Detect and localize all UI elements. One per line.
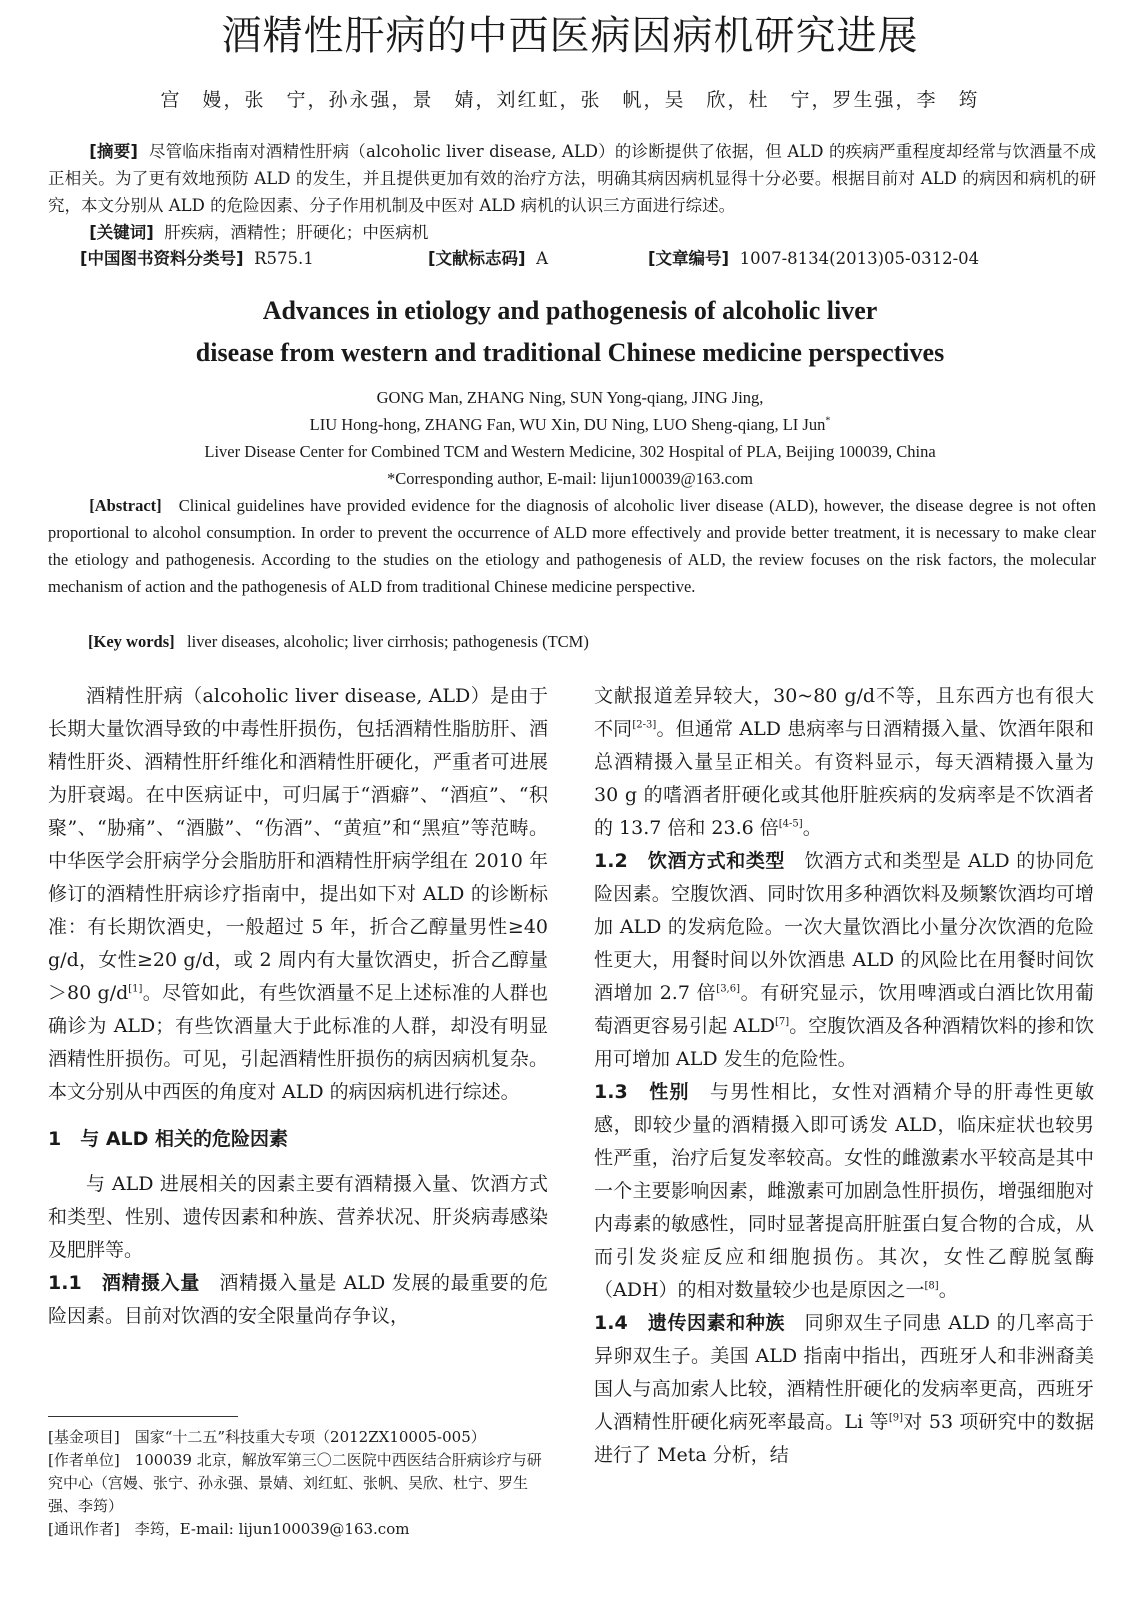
subsection-1-1 — [48, 1267, 548, 1333]
english-title-line-1: Advances in etiology and pathogenesis of alcoholic liver — [262, 296, 878, 325]
body-column-right — [594, 680, 1094, 1472]
doc-code-label: [文献标志码] — [428, 249, 526, 268]
corresponding-author: *Corresponding author, E-mail: lijun100039@163.com — [386, 469, 754, 488]
english-authors-block — [0, 384, 1140, 492]
citation: [7] — [775, 1016, 790, 1028]
article-number-label: [文章编号] — [648, 249, 730, 268]
chinese-abstract — [48, 138, 1096, 246]
english-title-line-2: disease from western and traditional Chinese medicine perspectives — [195, 338, 945, 367]
continued-text-a: 文献报道差异较大，30~80 g/d不等，且东西方也有很大不同 — [594, 685, 1094, 740]
section-1-text: 与 ALD 进展相关的因素主要有酒精摄入量、饮酒方式和类型、性别、遗传因素和种族、营养状况、肝炎病毒感染及肥胖等。 — [48, 1173, 548, 1261]
citation: [8] — [924, 1280, 939, 1292]
subsection-1-2-text-c: 。空腹饮酒及各种酒精饮料的掺和饮用可增加 ALD 发生的危险性。 — [594, 1015, 1094, 1070]
subsection-1-4 — [594, 1307, 1094, 1472]
citation: [4-5] — [778, 818, 803, 830]
subsection-1-4-heading: 1.4 遗传因素和种族 — [594, 1312, 786, 1334]
subsection-1-3-text-a: 与男性相比，女性对酒精介导的肝毒性更敏感，即较少量的酒精摄入即可诱发 ALD，临床症状也较男性严重，治疗后复发率较高。女性的雌激素水平较高是其中一个主要影响因素，雌激素可加剧急性肝损伤，增强细胞对内毒素的敏感性，同时显著提高肝脏蛋白复合物的合成，从而引发炎症反应和细胞损伤。其次，女性乙醇脱氢酶（ADH）的相对数量较少也是原因之一 — [594, 1081, 1094, 1301]
abstract-text: 尽管临床指南对酒精性肝病（alcoholic liver disease, ALD）的诊断提供了依据，但 ALD 的疾病严重程度却经常与饮酒量不成正相关。为了更有效地预防 ALD 的发生，并且提供更加有效的治疗方法，明确其病因病机显得十分必要。根据目前对 ALD 的病因和病机的研究，本文分别从 ALD 的危险因素、分子作用机制及中医对 ALD 病机的认识三方面进行综述。 — [48, 142, 1096, 215]
continued-paragraph — [594, 680, 1094, 845]
english-keywords — [88, 628, 589, 655]
subsection-1-2-text-a: 饮酒方式和类型是 ALD 的协同危险因素。空腹饮酒、同时饮用多种酒饮料及频繁饮酒均可增加 ALD 的发病危险。一次大量饮酒比小量分次饮酒的危险性更大，用餐时间以外饮酒患 ALD 的风险比在用餐时间饮酒增加 2.7 倍 — [594, 850, 1094, 1004]
footnote-divider — [48, 1416, 238, 1417]
section-1-heading: 1 与 ALD 相关的危险因素 — [48, 1128, 289, 1150]
keywords-label: [关键词] — [89, 223, 154, 242]
english-abstract-label: [Abstract] — [89, 496, 162, 515]
authors-chinese: 宫 嫚，张 宁，孙永强，景 婧，刘红虹，张 帆，吴 欣，杜 宁，罗生强，李 筠 — [160, 89, 980, 111]
english-authors-line-1: GONG Man, ZHANG Ning, SUN Yong-qiang, JING Jing, — [376, 388, 764, 407]
footnotes — [48, 1426, 548, 1541]
citation: [1] — [128, 983, 143, 995]
article-number-value: 1007-8134(2013)05-0312-04 — [739, 249, 980, 268]
clc-label: [中国图书资料分类号] — [80, 249, 244, 268]
footnote-correspondence: [通讯作者] 李筠，E-mail: lijun100039@163.com — [48, 1520, 410, 1538]
english-keywords-label: [Key words] — [88, 632, 175, 651]
citation: [9] — [888, 1412, 904, 1424]
continued-text-b: 。但通常 ALD 患病率与日酒精摄入量、饮酒年限和总酒精摄入量呈正相关。有资料显示，每天酒精摄入量为 30 g 的嗜酒者肝硬化或其他肝脏疾病的发病率是不饮酒者的 13.7 倍和 23.6 倍 — [594, 718, 1094, 839]
subsection-1-1-text: 酒精摄入量是 ALD 发展的最重要的危险因素。目前对饮酒的安全限量尚存争议， — [48, 1272, 548, 1327]
continued-text-c: 。 — [802, 817, 822, 839]
body-column-left — [48, 680, 548, 1333]
footnote-fund: [基金项目] 国家“十二五”科技重大专项（2012ZX10005-005） — [48, 1428, 486, 1446]
keywords-text: 肝疾病，酒精性；肝硬化；中医病机 — [164, 223, 429, 242]
citation: [3,6] — [716, 983, 741, 995]
subsection-1-3-heading: 1.3 性别 — [594, 1081, 690, 1103]
abstract-label: [摘要] — [89, 142, 138, 161]
english-abstract-text: Clinical guidelines have provided evidence for the diagnosis of alcoholic liver disease (ALD), however, the disease degree is not often proportional to alcohol consumption. In order to prevent the occurrence of ALD more effectively and provide better treatment, it is necessary to make clear the etiology and pathogenesis. According to the studies on the etiology and pathogenesis of ALD, the review focuses on the risk factors, the molecular mechanism of action and the pathogenesis of ALD from traditional Chinese medicine perspective. — [48, 496, 1096, 596]
english-title — [0, 290, 1140, 374]
doc-code-value: A — [536, 249, 549, 268]
subsection-1-2-text-b: 。有研究显示，饮用啤酒或白酒比饮用葡萄酒更容易引起 ALD — [594, 982, 1094, 1037]
intro-text-a: 酒精性肝病（alcoholic liver disease, ALD）是由于长期大量饮酒导致的中毒性肝损伤，包括酒精性脂肪肝、酒精性肝炎、酒精性肝纤维化和酒精性肝硬化，严重者可进展为肝衰竭。在中医病证中，可归属于“酒癖”、“酒疸”、“积聚”、“胁痛”、“酒臌”、“伤酒”、“黄疸”和“黑疸”等范畴。中华医学会肝病学分会脂肪肝和酒精性肝病学组在 2010 年修订的酒精性肝病诊疗指南中，提出如下对 ALD 的诊断标准：有长期饮酒史，一般超过 5 年，折合乙醇量男性≥40 g/d，女性≥20 g/d，或 2 周内有大量饮酒史，折合乙醇量＞80 g/d — [48, 685, 548, 1004]
subsection-1-4-text-b: 对 53 项研究中的数据进行了 Meta 分析，结 — [594, 1411, 1095, 1466]
clc-value: R575.1 — [254, 249, 314, 268]
english-abstract — [48, 492, 1096, 600]
intro-paragraph — [48, 680, 548, 1109]
subsection-1-3-text-b: 。 — [938, 1279, 958, 1301]
subsection-1-2-heading: 1.2 饮酒方式和类型 — [594, 850, 786, 872]
footnote-unit: [作者单位] 100039 北京，解放军第三〇二医院中西医结合肝病诊疗与研究中心（宫嫚、张宁、孙永强、景婧、刘红虹、张帆、吴欣、杜宁、罗生强、李筠） — [48, 1451, 542, 1515]
english-affiliation: Liver Disease Center for Combined TCM and Western Medicine, 302 Hospital of PLA, Beijing 100039, China — [204, 442, 936, 461]
english-authors-line-2: LIU Hong-hong, ZHANG Fan, WU Xin, DU Ning, LUO Sheng-qiang, LI Jun — [309, 415, 826, 434]
corresponding-mark: * — [825, 415, 831, 427]
paper-title: 酒精性肝病的中西医病因病机研究进展 — [221, 13, 919, 59]
subsection-1-2 — [594, 845, 1094, 1076]
english-keywords-text: liver diseases, alcoholic; liver cirrhosis; pathogenesis (TCM) — [186, 632, 589, 651]
subsection-1-1-heading: 1.1 酒精摄入量 — [48, 1272, 200, 1294]
intro-text-b: 。尽管如此，有些饮酒量不足上述标准的人群也确诊为 ALD；有些饮酒量大于此标准的人群，却没有明显酒精性肝损伤。可见，引起酒精性肝损伤的病因病机复杂。本文分别从中西医的角度对 ALD 的病因病机进行综述。 — [48, 982, 548, 1103]
subsection-1-3 — [594, 1076, 1094, 1307]
citation: [2-3] — [632, 719, 657, 731]
subsection-1-4-text-a: 同卵双生子同患 ALD 的几率高于异卵双生子。美国 ALD 指南中指出，西班牙人和非洲裔美国人与高加索人比较，酒精性肝硬化的发病率更高，西班牙人酒精性肝硬化病死率最高。Li 等 — [594, 1312, 1094, 1433]
